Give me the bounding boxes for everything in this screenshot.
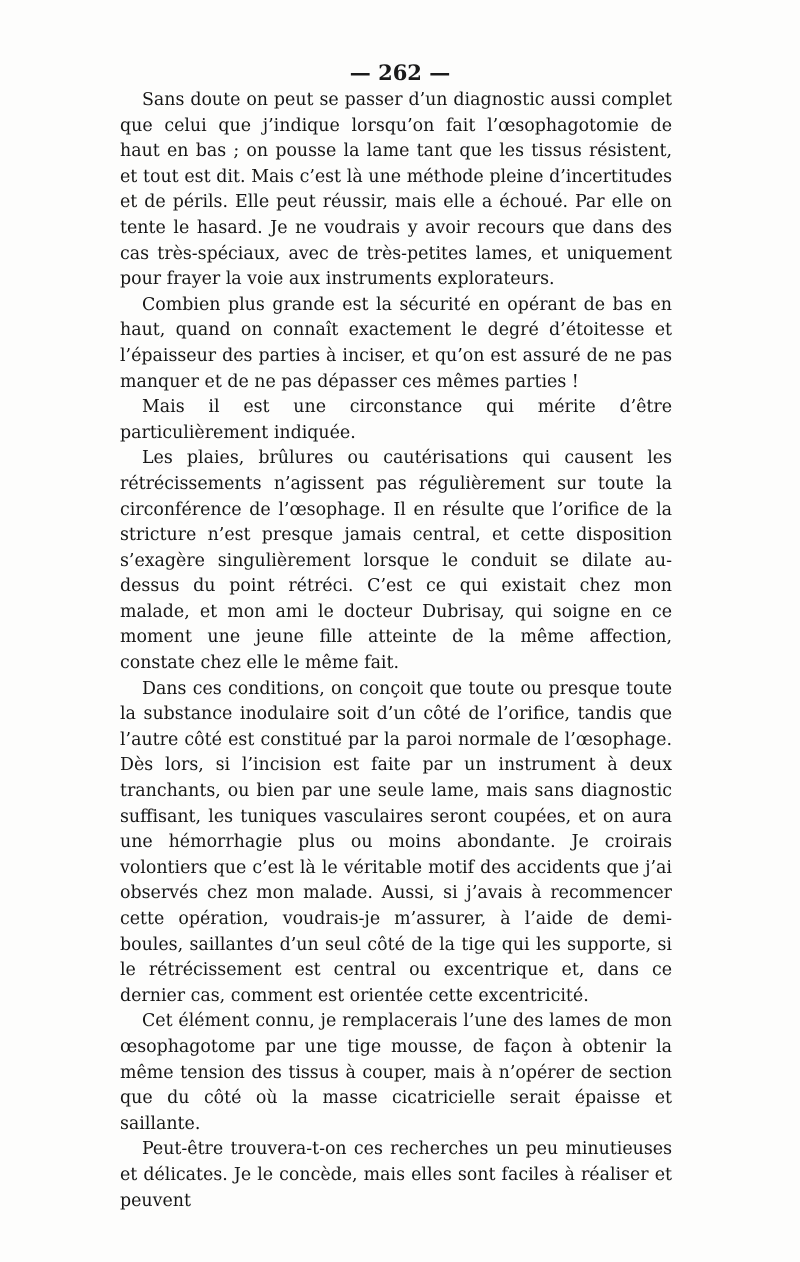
paragraph: Combien plus grande est la sécurité en opérant de bas en haut, quand on connaît exactement le degré d’étoitesse et l’épaisseur des parties à inciser, et qu’on est assuré de ne pas manquer et de ne pas dépasser ces mêmes parties ! [120, 294, 672, 392]
body-text [120, 88, 672, 1214]
page-number: — 262 — [349, 60, 451, 85]
paragraph: Sans doute on peut se passer d’un diagnostic aussi complet que celui que j’indique lorsqu’on fait l’œsophagotomie de haut en bas ; on pousse la lame tant que les tissus résistent, et tout est dit. Mais c’est là une méthode pleine d’incertitudes et de périls. Elle peut réussir, mais elle a échoué. Par elle on tente le hasard. Je ne voudrais y avoir recours que dans des cas très-spéciaux, avec de très-petites lames, et uniquement pour frayer la voie aux instruments explorateurs. [120, 90, 672, 290]
paragraph: Les plaies, brûlures ou cautérisations qui causent les rétrécissements n’agissent pas régulièrement sur toute la circonférence de l’œsophage. Il en résulte que l’orifice de la stricture n’est presque jamais central, et cette disposition s’exagère singulièrement lorsque le conduit se dilate au-dessus du point rétréci. C’est ce qui existait chez mon malade, et mon ami le docteur Dubrisay, qui soigne en ce moment une jeune fille atteinte de la même affection, constate chez elle le même fait. [120, 448, 672, 674]
paragraph: Peut-être trouvera-t-on ces recherches un peu minutieuses et délicates. Je le concède, mais elles sont faciles à réaliser et peuvent [120, 1139, 672, 1211]
paragraph: Dans ces conditions, on conçoit que toute ou presque toute la substance inodulaire soit d’un côté de l’orifice, tandis que l’autre côté est constitué par la paroi normale de l’œsophage. Dès lors, si l’incision est faite par un instrument à deux tranchants, ou bien par une seule lame, mais sans diagnostic suffisant, les tuniques vasculaires seront coupées, et on aura une hémorrhagie plus ou moins abondante. Je croirais volontiers que c’est là le véritable motif des accidents que j’ai observés chez mon malade. Aussi, si j’avais à recommencer cette opération, voudrais-je m’assurer, à l’aide de demi-boules, saillantes d’un seul côté de la tige qui les supporte, si le rétrécissement est central ou excentrique et, dans ce dernier cas, comment est orientée cette excentricité. [120, 678, 672, 1006]
paragraph: Mais il est une circonstance qui mérite d’être particulièrement indiquée. [120, 397, 672, 443]
paragraph: Cet élément connu, je remplacerais l’une des lames de mon œsophagotome par une tige mousse, de façon à obtenir la même tension des tissus à couper, mais à n’opérer de section que du côté où la masse cicatricielle serait épaisse et saillante. [120, 1011, 672, 1134]
